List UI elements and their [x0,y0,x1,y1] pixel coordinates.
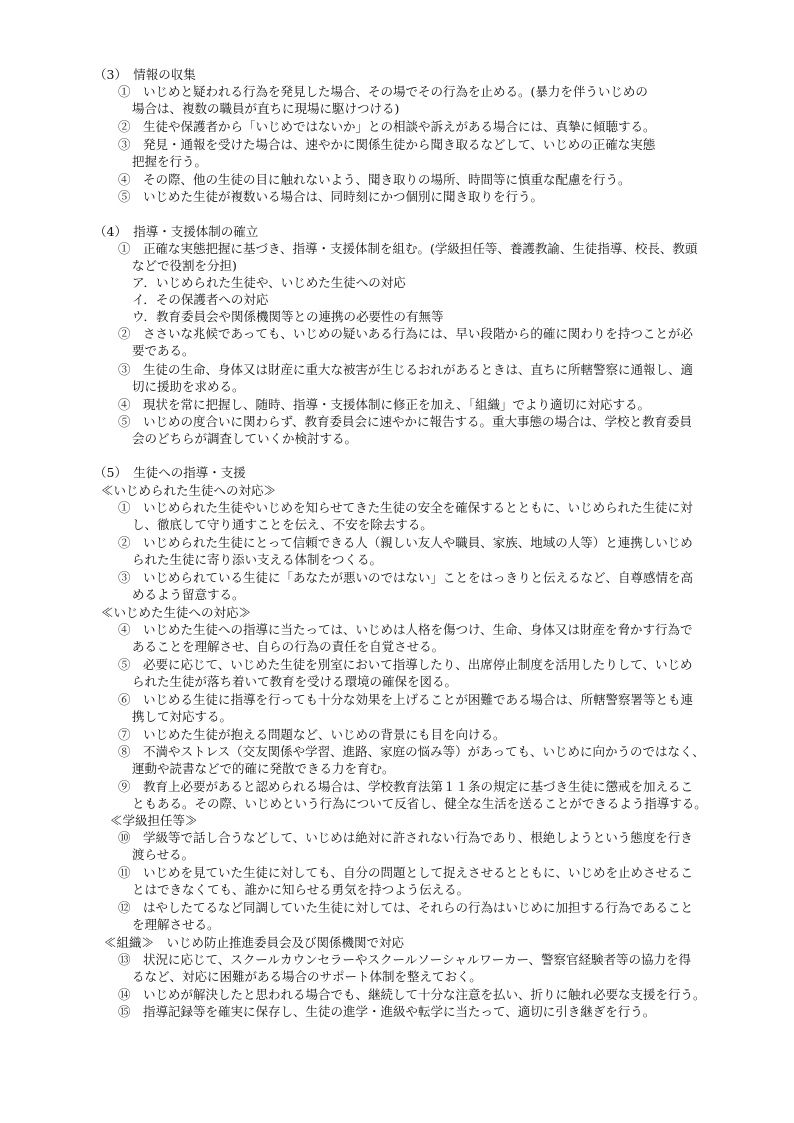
section-5-item-5: ⑤ 必要に応じて、いじめた生徒を別室において指導したり、出席停止制度を活用したりして、いじめ られた生徒が落ち着いて教育を受ける環境の確保を図る。 [118,657,693,689]
section-5-item-3: ③ いじめられている生徒に「あなたが悪いのではない」ことをはっきりと伝えるなど、自尊感情を高 めるよう留意する。 [118,570,694,602]
group-label-organization: ≪組織≫ いじめ防止推進委員会及び関係機関で対応 [104,935,405,950]
section-4-item-4: ④ 現状を常に把握し、随時、指導・支援体制に修正を加え、「組織」でより適切に対応する。 [118,397,651,412]
section-5-item-10: ⑩ 学級等で話し合うなどして、いじめは絶対に許されない行為であり、根絶しようという態度を行き 渡らせる。 [118,830,693,862]
section-4-item-3: ③ 生徒の生命、身体又は財産に重大な被害が生じるおれがあるときは、直ちに所轄警察に通報し、適 切に援助を求める。 [118,362,694,394]
section-3-item-1: ① いじめと疑われる行為を発見した場合、その場でその行為を止める。(暴力を伴ういじめの 場合は、複数の職員が直ちに現場に駆けつける) [118,84,648,116]
section-5-item-4: ④ いじめた生徒への指導に当たっては、いじめは人格を傷つけ、生命、身体又は財産を脅かす行為で あることを理解させ、自らの行為の責任を自覚させる。 [118,622,693,654]
section-5-item-13: ⑬ 状況に応じて、スクールカウンセラーやスクールソーシャルワーカー、警察官経験者等の協力を得 るなど、対応に困難がある場合のサポート体制を整えておく。 [118,952,692,984]
section-3-item-4: ④ その際、他の生徒の目に触れないよう、聞き取りの場所、時間等に慎重な配慮を行う。 [118,172,631,187]
section-5-item-12: ⑫ はやしたてるなど同調していた生徒に対しては、それらの行為はいじめに加担する行為であること を理解させる。 [118,900,694,932]
section-5-item-15: ⑮ 指導記録等を確実に保存し、生徒の進学・進級や転学に当たって、適切に引き継ぎを行う。 [118,1004,656,1019]
section-3-item-3: ③ 発見・通報を受けた場合は、速やかに関係生徒から聞き取るなどして、いじめの正確な実態 把握を行う。 [118,137,656,169]
section-4-item-5: ⑤ いじめの度合いに関わらず、教育委員会に速やかに報告する。重大事態の場合は、学校と教育委員 会のどちらが調査していくか検討する。 [118,414,693,446]
section-4-sub-u: ウ．教育委員会や関係機関等との連携の必要性の有無等 [132,309,444,324]
group-label-bully: ≪いじめた生徒への対応≫ [101,605,252,620]
section-4-item-1: ① 正確な実態把握に基づき、指導・支援体制を組む。(学級担任等、養護教諭、生徒指導、校長、教頭 などで役割を分担) [118,241,698,273]
section-4-sub-a: ア．いじめられた生徒や、いじめた生徒への対応 [132,275,406,290]
section-3-item-2: ② 生徒や保護者から「いじめではないか」との相談や訴えがある場合には、真摯に傾聴する。 [118,119,656,134]
section-4-heading: （4） 指導・支援体制の確立 [94,224,259,239]
section-3-item-5: ⑤ いじめた生徒が複数いる場合は、同時刻にかつ個別に聞き取りを行う。 [118,189,544,204]
section-5-item-8: ⑧ 不満やストレス（交友関係や学習、進路、家庭の悩み等）があっても、いじめに向かうのではなく、 運動や読書などで的確に発散できる力を育む。 [118,744,705,776]
section-5-item-9: ⑨ 教育上必要があると認められる場合は、学校教育法第１１条の規定に基づき生徒に懲戒を加えるこ ともある。その際、いじめという行為について反省し、健全な生活を送ることができるよう指導する。 [118,779,707,811]
section-5-item-6: ⑥ いじめる生徒に指導を行っても十分な効果を上げることが困難である場合は、所轄警察署等とも連 携して対応する。 [118,692,694,724]
section-3-heading: （3） 情報の収集 [94,67,196,82]
section-5-item-2: ② いじめられた生徒にとって信頼できる人（親しい友人や職員、家族、地域の人等）と連携しいじめ られた生徒に寄り添い支える体制をつくる。 [118,535,693,567]
section-4-sub-i: イ．その保護者への対応 [132,292,269,307]
section-5-heading: （5） 生徒への指導・支援 [94,465,246,480]
section-5-item-11: ⑪ いじめを見ていた生徒に対しても、自分の問題として捉えさせるとともに、いじめを止めさせるこ とはできなくても、誰かに知らせる勇気を持つよう伝える。 [118,865,694,897]
section-5-item-7: ⑦ いじめた生徒が抱える問題など、いじめの背景にも目を向ける。 [118,727,506,742]
section-5-item-1: ① いじめられた生徒やいじめを知らせてきた生徒の安全を確保するとともに、いじめられた生徒に対 し、徹底して守り通すことを伝え、不安を除去する。 [118,500,693,532]
section-4-item-2: ② ささいな兆候であっても、いじめの疑いある行為には、早い段階から的確に関わりを持つことが必 要である。 [118,326,693,358]
group-label-victim: ≪いじめられた生徒への対応≫ [101,483,277,498]
section-5-item-14: ⑭ いじめが解決したと思われる場合でも、継続して十分な注意を払い、折りに触れ必要な支援を行う。 [118,987,706,1002]
group-label-homeroom: ≪学級担任等≫ [110,813,198,828]
